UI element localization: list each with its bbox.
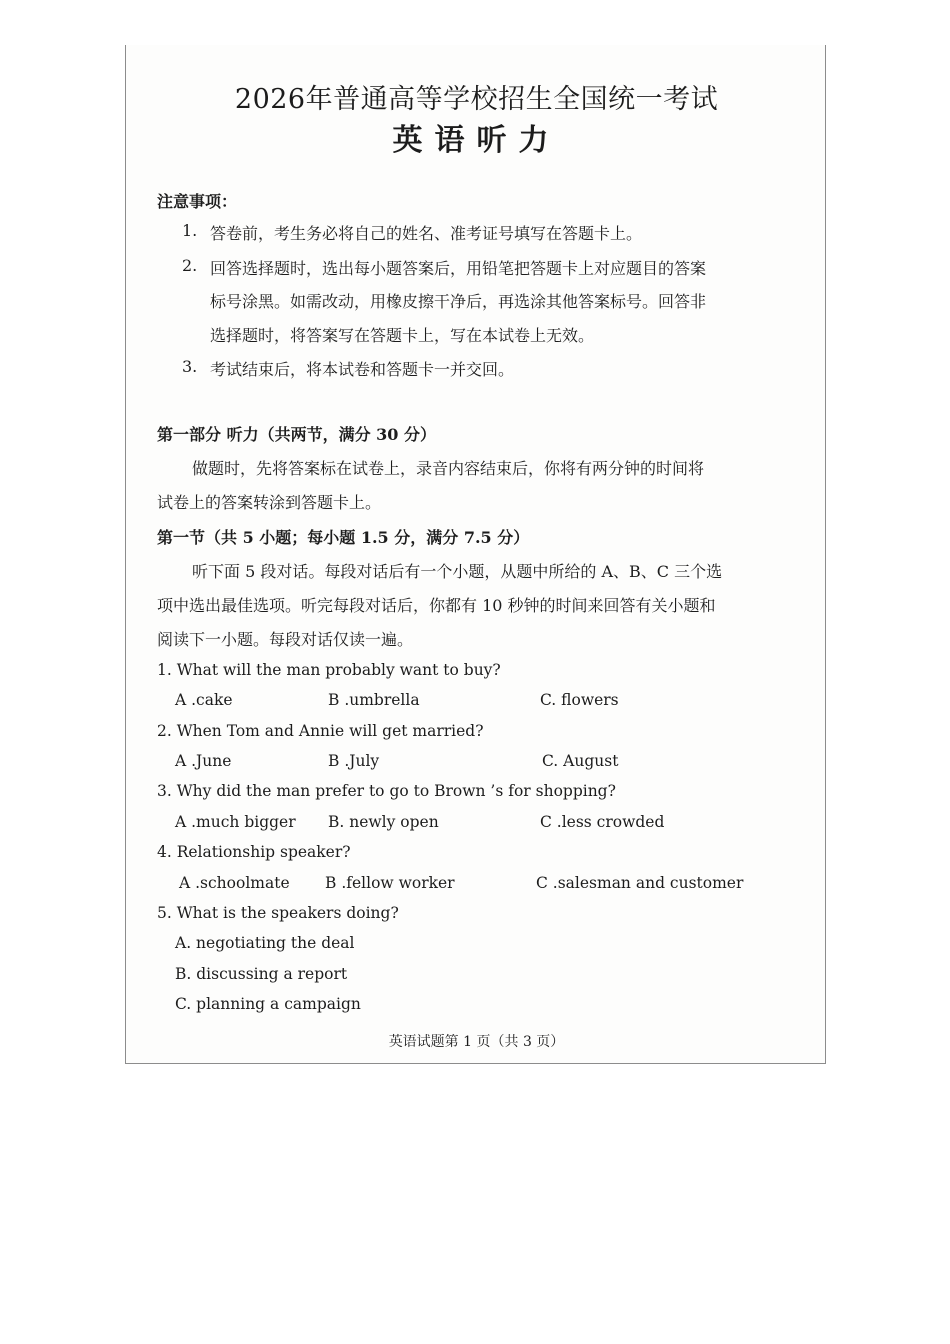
notice-item-3-line-1: 考试结束后，将本试卷和答题卡一并交回。 bbox=[210, 360, 515, 379]
section1-intro-line-1: 听下面 5 段对话。每段对话后有一个小题，从题中所给的 A、B、C 三个选 bbox=[192, 562, 723, 581]
question-5-option-a: A. negotiating the deal bbox=[175, 934, 355, 952]
question-3-text: 3. Why did the man prefer to go to Brown ’s for shopping? bbox=[157, 782, 616, 800]
question-4-option-b: B .fellow worker bbox=[325, 874, 455, 892]
notice-item-2-line-3: 选择题时，将答案写在答题卡上，写在本试卷上无效。 bbox=[210, 326, 595, 345]
notice-item-2-line-1: 回答选择题时，选出每小题答案后，用铅笔把答题卡上对应题目的答案 bbox=[210, 259, 707, 278]
question-2-text: 2. When Tom and Annie will get married? bbox=[157, 722, 484, 740]
question-5-text: 5. What is the speakers doing? bbox=[157, 904, 399, 922]
question-1-option-b: B .umbrella bbox=[328, 691, 420, 709]
section1-intro-line-2: 项中选出最佳选项。听完每段对话后，你都有 10 秒钟的时间来回答有关小题和 bbox=[157, 596, 716, 615]
question-4-option-c: C .salesman and customer bbox=[536, 874, 744, 892]
section1-heading: 第一节（共 5 小题；每小题 1.5 分，满分 7.5 分） bbox=[157, 528, 530, 547]
question-3-option-b: B. newly open bbox=[328, 813, 439, 831]
exam-title: 2026年普通高等学校招生全国统一考试 bbox=[234, 84, 719, 115]
notice-item-2-num: 2. bbox=[182, 256, 198, 275]
question-1-text: 1. What will the man probably want to buy? bbox=[157, 661, 501, 679]
question-5-option-b: B. discussing a report bbox=[175, 965, 348, 983]
question-2-option-a: A .June bbox=[175, 752, 232, 770]
subject-title: 英语听力 bbox=[392, 123, 561, 158]
exam-page bbox=[125, 45, 826, 1064]
question-2-option-c: C. August bbox=[542, 752, 619, 770]
question-1-option-a: A .cake bbox=[175, 691, 233, 709]
section1-intro-line-3: 阅读下一小题。每段对话仅读一遍。 bbox=[157, 630, 414, 649]
page-footer: 英语试题第 1 页（共 3 页） bbox=[388, 1034, 565, 1050]
notice-item-3-num: 3. bbox=[182, 357, 198, 376]
notice-item-2-line-2: 标号涂黑。如需改动，用橡皮擦干净后，再选涂其他答案标号。回答非 bbox=[210, 292, 707, 311]
question-1-option-c: C. flowers bbox=[540, 691, 619, 709]
question-3-option-c: C .less crowded bbox=[540, 813, 665, 831]
question-2-option-b: B .July bbox=[328, 752, 380, 770]
notice-item-1-num: 1. bbox=[182, 221, 198, 240]
question-3-option-a: A .much bigger bbox=[175, 813, 296, 831]
notice-heading: 注意事项： bbox=[157, 192, 238, 211]
part1-intro-line-1: 做题时，先将答案标在试卷上，录音内容结束后，你将有两分钟的时间将 bbox=[192, 459, 705, 478]
part1-intro-line-2: 试卷上的答案转涂到答题卡上。 bbox=[157, 493, 382, 512]
question-4-option-a: A .schoolmate bbox=[179, 874, 290, 892]
part1-heading: 第一部分 听力（共两节，满分 30 分） bbox=[157, 425, 436, 444]
question-4-text: 4. Relationship speaker? bbox=[157, 843, 351, 861]
notice-item-1-line-1: 答卷前，考生务必将自己的姓名、准考证号填写在答题卡上。 bbox=[210, 224, 643, 243]
question-5-option-c: C. planning a campaign bbox=[175, 995, 361, 1013]
